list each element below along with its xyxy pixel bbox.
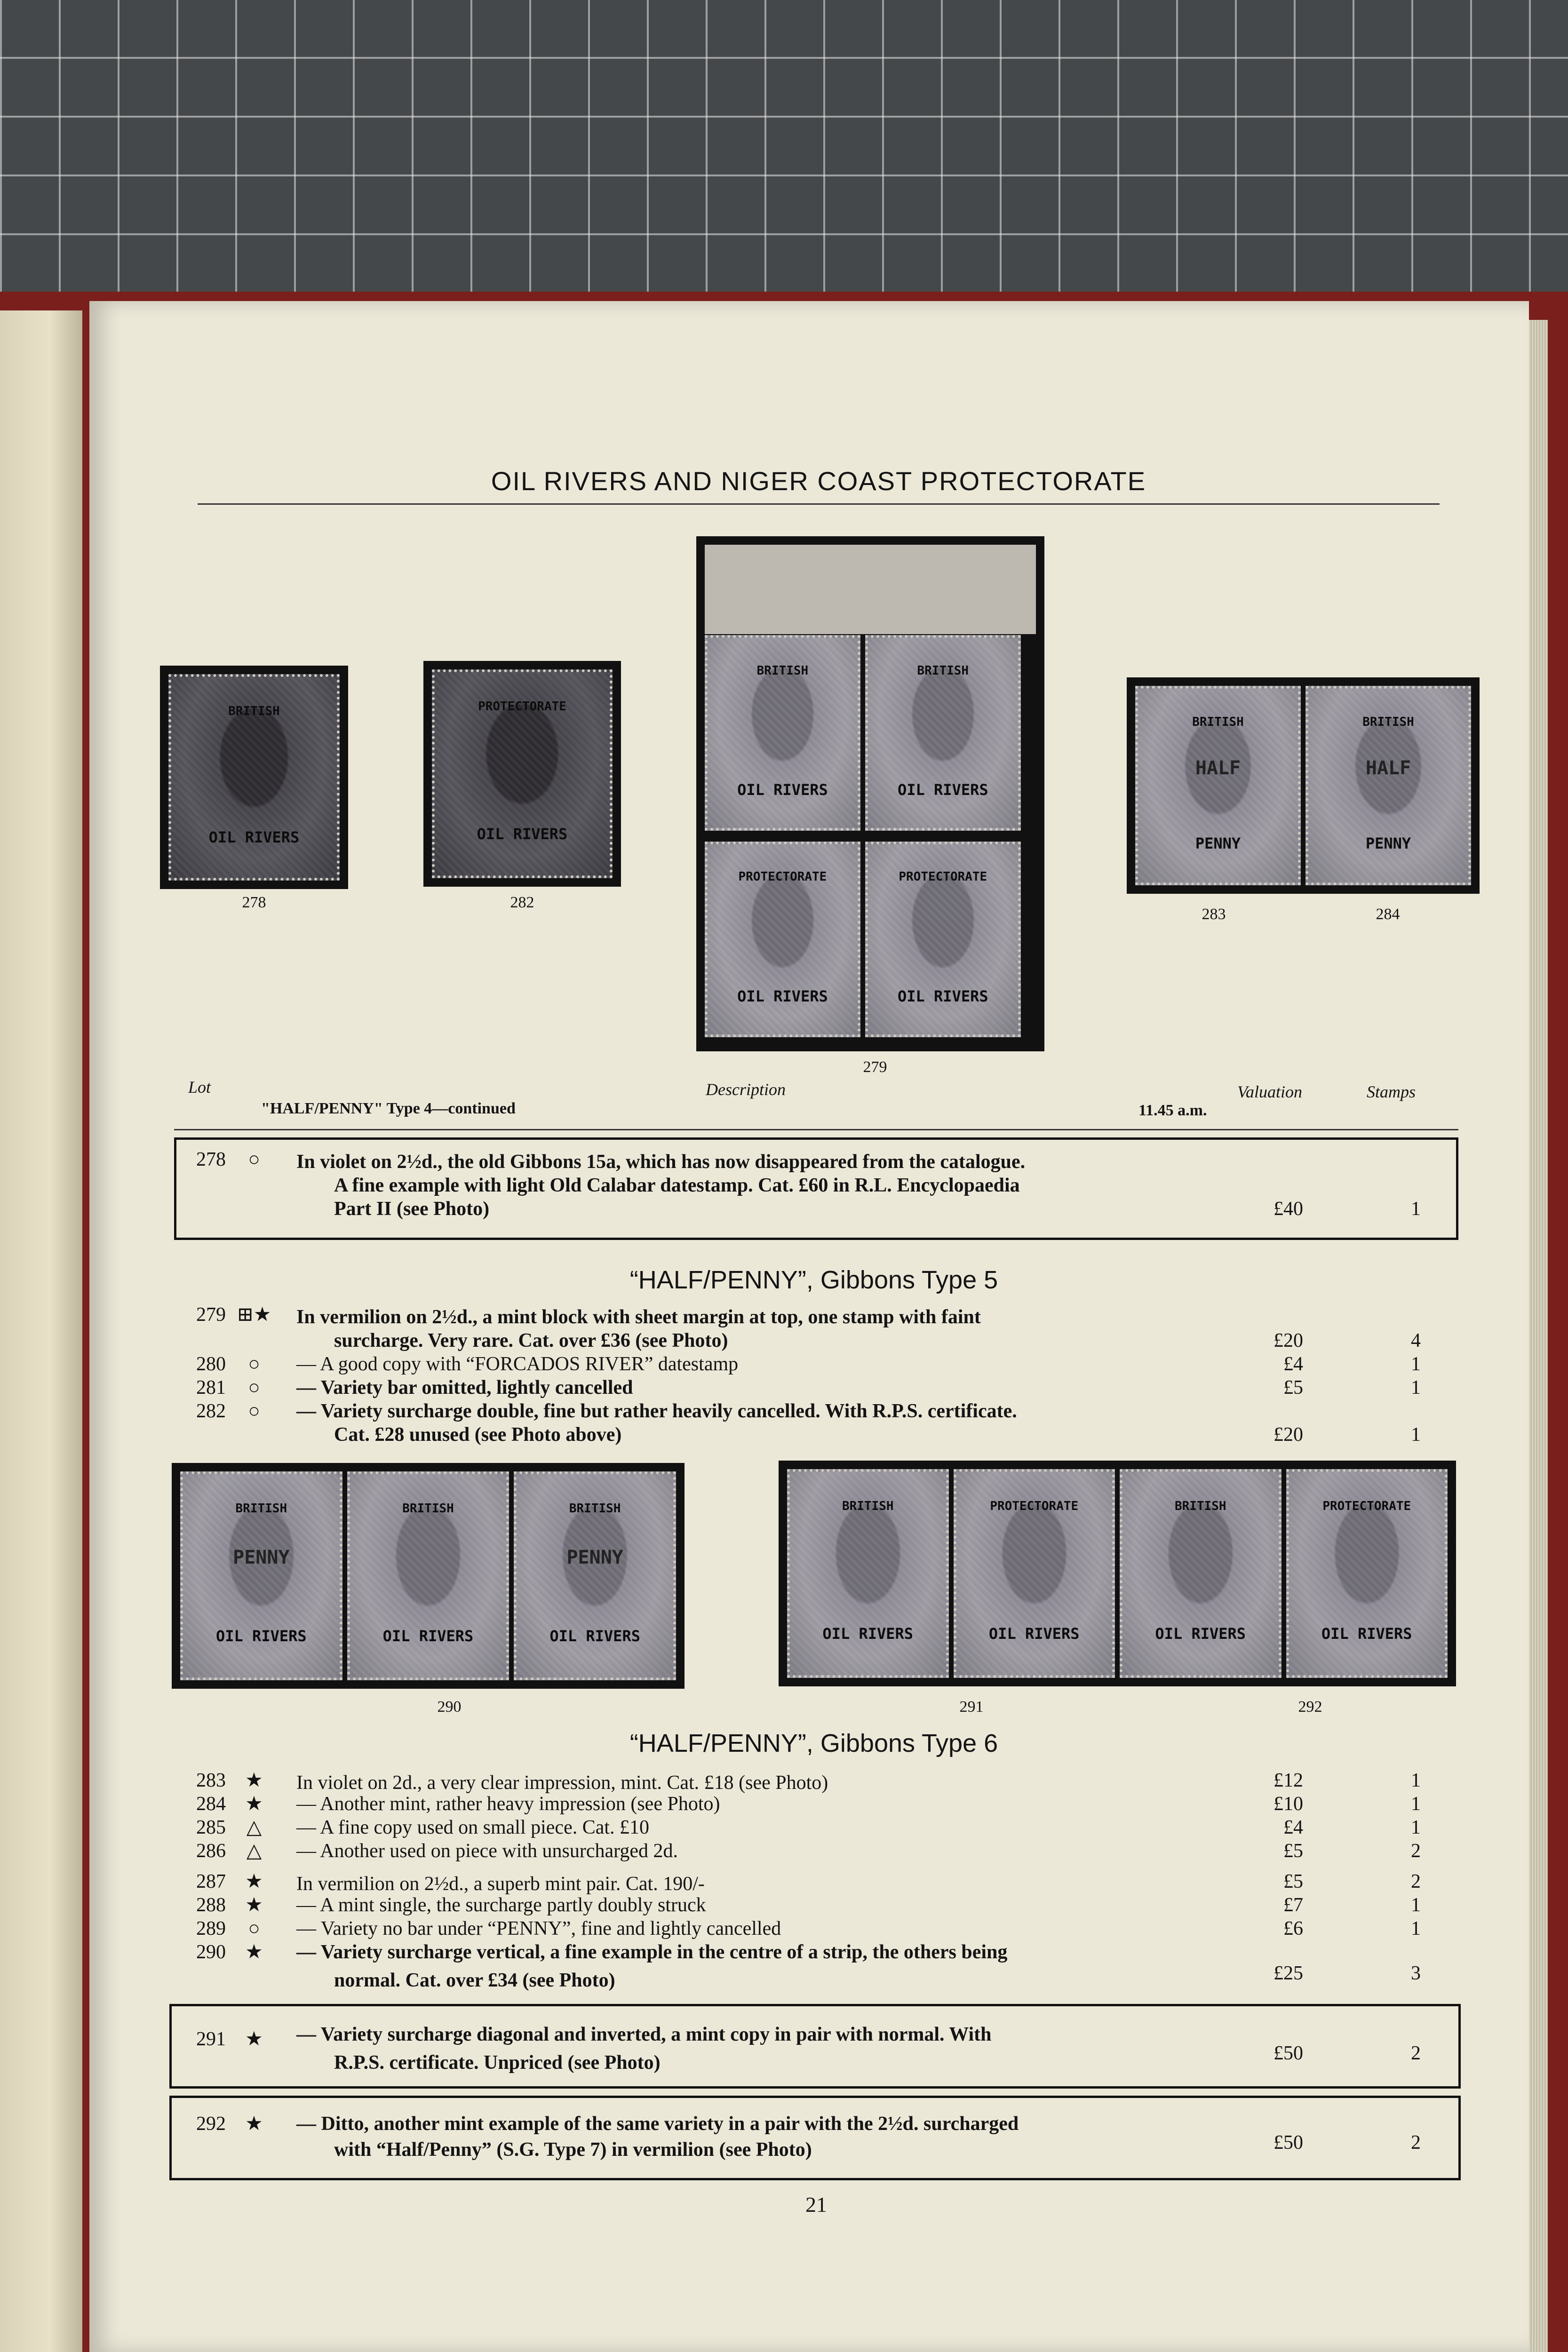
caption-279: 279: [863, 1058, 887, 1076]
condition-symbol: ★: [245, 1894, 263, 1916]
lot-number: 291: [196, 2028, 226, 2050]
lot-valuation: £40: [1274, 1198, 1303, 1220]
overprint-text: HALF: [1195, 757, 1241, 779]
page-title: OIL RIVERS AND NIGER COAST PROTECTORATE: [491, 466, 1146, 496]
condition-symbol: ○: [248, 1353, 260, 1375]
header-stamps: Stamps: [1367, 1082, 1416, 1101]
stamp-image: [1286, 1469, 1448, 1678]
caption-283: 283: [1202, 906, 1226, 923]
lot-description-line: surcharge. Very rare. Cat. over £36 (see Photo): [334, 1330, 728, 1351]
lot-description-line: In violet on 2d., a very clear impression, mint. Cat. £18 (see Photo): [296, 1772, 828, 1794]
stamp-image: [168, 674, 340, 881]
lot-stamps-count: 2: [1411, 2042, 1421, 2064]
photo-lot-290: [172, 1463, 685, 1689]
lot-number: 285: [196, 1817, 226, 1838]
overprint-text: OIL RIVERS: [988, 1625, 1080, 1643]
sheet-margin: [705, 545, 1036, 634]
lot-stamps-count: 3: [1411, 1963, 1421, 1984]
overprint-text: PENNY: [1195, 834, 1241, 853]
lot-description-line: — Variety surcharge diagonal and inverted, a mint copy in pair with normal. With: [296, 2024, 992, 2045]
overprint-text: OIL RIVERS: [549, 1627, 640, 1645]
lot-number: 284: [196, 1793, 226, 1815]
overprint-text: BRITISH: [569, 1502, 621, 1516]
lot-description-line: In vermilion on 2½d., a superb mint pair. Cat. 190/-: [296, 1873, 705, 1895]
overprint-text: PENNY: [566, 1546, 623, 1568]
lot-stamps-count: 1: [1411, 1424, 1421, 1446]
header-lot: Lot: [188, 1078, 211, 1097]
lot-description-line: In vermilion on 2½d., a mint block with sheet margin at top, one stamp with faint: [296, 1306, 981, 1328]
overprint-text: BRITISH: [1192, 715, 1244, 729]
lot-stamps-count: 1: [1411, 1770, 1421, 1791]
caption-282: 282: [510, 894, 534, 911]
lot-stamps-count: 4: [1411, 1330, 1421, 1351]
photo-lots-291-292: [779, 1461, 1456, 1686]
lot-description-line: with “Half/Penny” (S.G. Type 7) in vermilion (see Photo): [334, 2139, 812, 2161]
lot-valuation: £4: [1283, 1817, 1303, 1838]
lot-number: 283: [196, 1770, 226, 1791]
left-page-edge: [0, 310, 82, 2352]
overprint-text: BRITISH: [228, 704, 280, 718]
lot-description-line: — Variety surcharge vertical, a fine example in the centre of a strip, the others being: [296, 1941, 1008, 1963]
overprint-text: OIL RIVERS: [1321, 1625, 1412, 1643]
caption-278: 278: [242, 894, 266, 911]
lot-number: 281: [196, 1377, 226, 1398]
overprint-text: BRITISH: [842, 1499, 894, 1514]
stamp-image: [954, 1469, 1115, 1678]
condition-symbol: ○: [248, 1400, 260, 1422]
overprint-text: BRITISH: [402, 1502, 454, 1516]
overprint-text: OIL RIVERS: [737, 987, 828, 1005]
lot-valuation: £6: [1283, 1918, 1303, 1939]
stamp-image: [1305, 686, 1471, 885]
lot-description-line: Cat. £28 unused (see Photo above): [334, 1424, 622, 1446]
lot-valuation: £20: [1274, 1330, 1303, 1351]
stamp-image: [705, 842, 860, 1037]
lot-stamps-count: 1: [1411, 1817, 1421, 1838]
overprint-text: BRITISH: [1174, 1499, 1226, 1514]
lot-description-line: Part II (see Photo): [334, 1198, 490, 1220]
stamp-image: [432, 669, 613, 878]
header-valuation: Valuation: [1237, 1082, 1303, 1101]
photo-lots-283-284: [1127, 677, 1480, 894]
background-grid: [0, 0, 1568, 339]
overprint-text: OIL RIVERS: [897, 781, 988, 799]
stamp-image: [865, 842, 1021, 1037]
lot-number: 280: [196, 1353, 226, 1375]
lot-valuation: £50: [1274, 2132, 1303, 2153]
lot-stamps-count: 1: [1411, 1353, 1421, 1375]
sale-time: 11.45 a.m.: [1138, 1102, 1207, 1119]
lot-valuation: £5: [1283, 1840, 1303, 1862]
lot-stamps-count: 2: [1411, 2132, 1421, 2153]
overprint-text: PROTECTORATE: [738, 870, 827, 884]
lot-description-line: In violet on 2½d., the old Gibbons 15a, which has now disappeared from the catalogue.: [296, 1151, 1026, 1173]
overprint-text: BRITISH: [756, 663, 809, 678]
lot-valuation: £5: [1283, 1377, 1303, 1398]
caption-291: 291: [959, 1698, 984, 1716]
condition-symbol: ⊞★: [237, 1304, 271, 1326]
overprint-text: HALF: [1365, 757, 1411, 779]
lot-description-line: — Another mint, rather heavy impression (see Photo): [296, 1793, 720, 1815]
lot-stamps-count: 1: [1411, 1198, 1421, 1220]
overprint-text: PROTECTORATE: [1322, 1499, 1411, 1514]
lot-valuation: £20: [1274, 1424, 1303, 1446]
lot-valuation: £50: [1274, 2042, 1303, 2064]
overprint-text: OIL RIVERS: [1155, 1625, 1246, 1643]
overprint-text: OIL RIVERS: [477, 825, 568, 843]
continued-label: "HALF/PENNY" Type 4—continued: [261, 1100, 516, 1117]
photo-lot-279: [696, 536, 1044, 1051]
caption-284: 284: [1376, 906, 1400, 923]
overprint-text: OIL RIVERS: [737, 781, 828, 799]
condition-symbol: △: [246, 1817, 262, 1838]
stamp-image: [1135, 686, 1301, 885]
lot-number: 286: [196, 1840, 226, 1862]
lot-description-line: — A good copy with “FORCADOS RIVER” datestamp: [296, 1353, 739, 1375]
overprint-text: PROTECTORATE: [478, 699, 566, 714]
lot-stamps-count: 1: [1411, 1918, 1421, 1939]
overprint-text: BRITISH: [235, 1502, 287, 1516]
stamp-image: [180, 1471, 342, 1680]
lot-number: 292: [196, 2113, 226, 2135]
overprint-text: OIL RIVERS: [382, 1627, 474, 1645]
condition-symbol: △: [246, 1840, 262, 1862]
stamp-image: [1120, 1469, 1281, 1678]
lot-stamps-count: 2: [1411, 1840, 1421, 1862]
title-rule: [198, 503, 1440, 505]
caption-290: 290: [437, 1698, 462, 1716]
lot-description-line: normal. Cat. over £34 (see Photo): [334, 1970, 615, 1991]
stamp-image: [787, 1469, 949, 1678]
overprint-text: BRITISH: [1362, 715, 1414, 729]
condition-symbol: ★: [245, 1793, 263, 1815]
page-stack-edge: [1529, 320, 1548, 2352]
photo-lot-282: [423, 661, 621, 887]
lot-stamps-count: 1: [1411, 1793, 1421, 1815]
lot-description-line: — Another used on piece with unsurcharged 2d.: [296, 1840, 678, 1862]
caption-292: 292: [1298, 1698, 1322, 1716]
stamp-image: [705, 635, 860, 831]
lot-valuation: £4: [1283, 1353, 1303, 1375]
overprint-text: PENNY: [1365, 834, 1411, 853]
condition-symbol: ★: [245, 2028, 263, 2050]
lot-stamps-count: 1: [1411, 1894, 1421, 1916]
lot-number: 289: [196, 1918, 226, 1939]
lot-number: 282: [196, 1400, 226, 1422]
overprint-text: PROTECTORATE: [899, 870, 987, 884]
overprint-text: PENNY: [233, 1546, 290, 1568]
lot-description-line: — Ditto, another mint example of the same variety in a pair with the 2½d. surcharged: [296, 2113, 1019, 2135]
lot-description-line: A fine example with light Old Calabar datestamp. Cat. £60 in R.L. Encyclopaedia: [334, 1175, 1020, 1196]
lot-number: 278: [196, 1149, 226, 1170]
header-description: Description: [706, 1080, 786, 1099]
section-heading-type5: “HALF/PENNY”, Gibbons Type 5: [629, 1266, 998, 1294]
lot-number: 290: [196, 1941, 226, 1963]
lot-description-line: — Variety bar omitted, lightly cancelled: [296, 1377, 633, 1398]
condition-symbol: ○: [248, 1918, 260, 1939]
lot-number: 279: [196, 1304, 226, 1326]
lot-number: 288: [196, 1894, 226, 1916]
lot-description-line: — A fine copy used on small piece. Cat. £10: [296, 1817, 650, 1838]
condition-symbol: ★: [245, 1871, 263, 1892]
stamp-image: [514, 1471, 676, 1680]
stamp-image: [347, 1471, 509, 1680]
lot-stamps-count: 2: [1411, 1871, 1421, 1892]
condition-symbol: ○: [248, 1149, 260, 1170]
overprint-text: BRITISH: [917, 663, 969, 678]
lot-valuation: £5: [1283, 1871, 1303, 1892]
photo-lot-278: [160, 666, 348, 889]
header-rule: [174, 1129, 1458, 1130]
lot-description-line: — Variety surcharge double, fine but rather heavily cancelled. With R.P.S. certificate.: [296, 1400, 1017, 1422]
page-number: 21: [805, 2193, 827, 2217]
lot-number: 287: [196, 1871, 226, 1892]
lot-valuation: £7: [1283, 1894, 1303, 1916]
lot-valuation: £10: [1274, 1793, 1303, 1815]
condition-symbol: ★: [245, 1770, 263, 1791]
section-heading-type6: “HALF/PENNY”, Gibbons Type 6: [629, 1729, 998, 1757]
stamp-image: [865, 635, 1021, 831]
overprint-text: OIL RIVERS: [215, 1627, 307, 1645]
condition-symbol: ★: [245, 1941, 263, 1963]
lot-description-line: — Variety no bar under “PENNY”, fine and lightly cancelled: [296, 1918, 781, 1939]
condition-symbol: ★: [245, 2113, 263, 2135]
overprint-text: OIL RIVERS: [822, 1625, 914, 1643]
overprint-text: PROTECTORATE: [990, 1499, 1079, 1514]
lot-valuation: £12: [1274, 1770, 1303, 1791]
lot-description-line: R.P.S. certificate. Unpriced (see Photo): [334, 2052, 661, 2074]
lot-stamps-count: 1: [1411, 1377, 1421, 1398]
overprint-text: OIL RIVERS: [208, 828, 300, 846]
overprint-text: OIL RIVERS: [897, 987, 988, 1005]
lot-valuation: £25: [1274, 1963, 1303, 1984]
lot-description-line: — A mint single, the surcharge partly doubly struck: [296, 1894, 706, 1916]
condition-symbol: ○: [248, 1377, 260, 1398]
